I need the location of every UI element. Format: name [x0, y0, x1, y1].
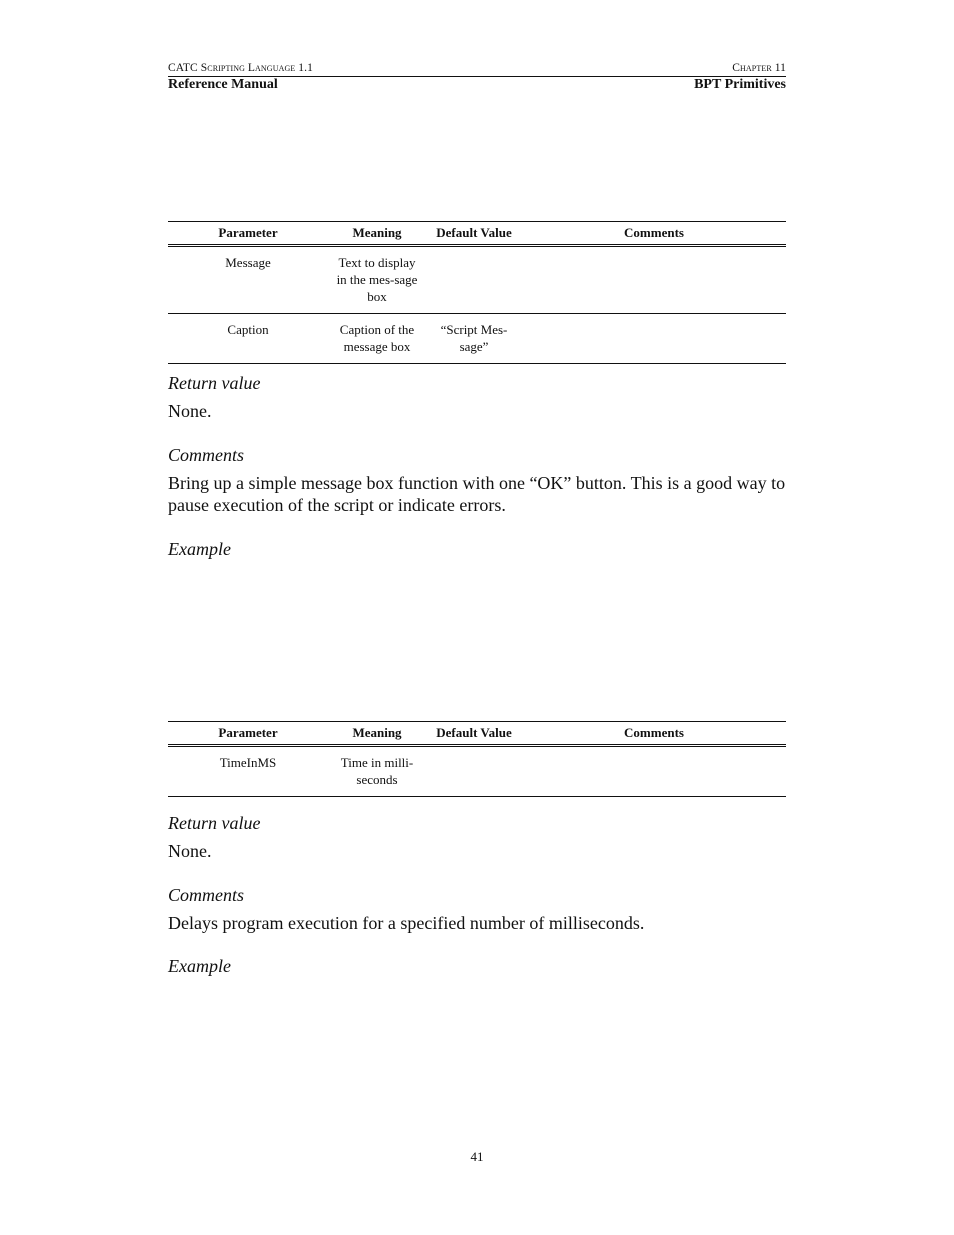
table-row: [168, 746, 786, 797]
cell-default: [426, 314, 522, 364]
example-heading: Example: [168, 539, 231, 559]
cell-default-text: “Script Mes-sage”: [440, 322, 508, 354]
column-header-meaning: Meaning: [328, 722, 426, 746]
comments-text: Bring up a simple message box function with one “OK” button. This is a good way to pause execution of the script or indicate errors.: [168, 473, 786, 515]
return-value-text: None.: [168, 841, 212, 861]
header-document-title: CATC Scripting Language 1.1: [168, 62, 313, 74]
column-header-comments: Comments: [522, 222, 786, 246]
header-top-row: [168, 61, 786, 75]
header-manual-name: Reference Manual: [168, 77, 278, 92]
table-row: [168, 246, 786, 314]
parameter-table-2: [168, 721, 786, 797]
cell-parameter: TimeInMS: [168, 746, 328, 797]
column-header-default-value: Default Value: [426, 222, 522, 246]
cell-default: [426, 246, 522, 314]
return-value-text: None.: [168, 401, 212, 421]
table-header-row: [168, 722, 786, 746]
example-heading: Example: [168, 956, 231, 976]
comments-heading: Comments: [168, 885, 244, 905]
cell-comments: [522, 314, 786, 364]
cell-default: [426, 746, 522, 797]
cell-meaning: [328, 314, 426, 364]
column-header-parameter: Parameter: [168, 222, 328, 246]
cell-meaning: [328, 246, 426, 314]
cell-meaning: [328, 746, 426, 797]
comments-heading: Comments: [168, 445, 244, 465]
parameter-table-1: [168, 221, 786, 364]
header-chapter: Chapter 11: [732, 62, 786, 74]
column-header-comments: Comments: [522, 722, 786, 746]
cell-parameter: Message: [168, 246, 328, 314]
cell-meaning-text: Time in milli-seconds: [340, 755, 414, 787]
table-header-row: [168, 222, 786, 246]
page-number: 41: [470, 1149, 484, 1164]
cell-meaning-text: Caption of the message box: [339, 322, 415, 354]
column-header-parameter: Parameter: [168, 722, 328, 746]
cell-comments: [522, 246, 786, 314]
page-header: [168, 61, 786, 93]
cell-parameter: Caption: [168, 314, 328, 364]
column-header-default-value: Default Value: [426, 722, 522, 746]
comments-text: Delays program execution for a specified number of milliseconds.: [168, 913, 645, 933]
header-bottom-row: [168, 77, 786, 93]
header-chapter-title: BPT Primitives: [694, 77, 786, 92]
cell-comments: [522, 746, 786, 797]
return-value-heading: Return value: [168, 813, 261, 833]
table-row: [168, 314, 786, 364]
cell-meaning-text: Text to display in the mes-sage box: [336, 255, 418, 304]
return-value-heading: Return value: [168, 373, 261, 393]
column-header-meaning: Meaning: [328, 222, 426, 246]
